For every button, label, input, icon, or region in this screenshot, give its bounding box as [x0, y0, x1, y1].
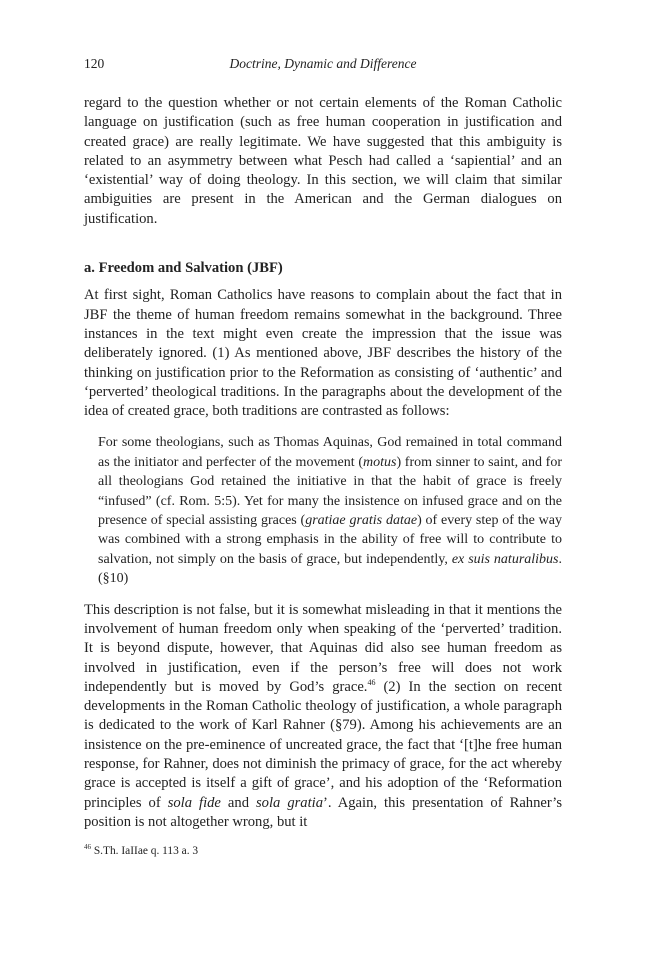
paragraph-3 — [84, 601, 562, 833]
paragraph-1: regard to the question whether or not certain elements of the Roman Catholic language on justification (such as free human cooperation in justification and created grace) are really legitimate. We have suggested that this ambiguity is related to an asymmetry between what Pesch had called a ‘sapiential’ and an ‘existential’ way of doing theology. In this section, we will claim that similar ambiguities are present in the American and the German dialogues on justification. — [84, 95, 562, 227]
running-head: Doctrine, Dynamic and Difference — [229, 56, 417, 71]
footnote-reference[interactable]: 46 — [367, 678, 376, 688]
paragraph-2: At first sight, Roman Catholics have reasons to complain about the fact that in JBF the theme of human freedom remains somewhat in the background. Three instances in the text might even create the impression that the issue was deliberately ignored. (1) As mentioned above, JBF describes the history of the thinking on justification prior to the Reformation as consisting of ‘authentic’ and ‘perverted’ theological traditions. In the paragraphs about the development of the idea of created grace, both traditions are contrasted as follows: — [84, 287, 562, 420]
footnote-number: 46 — [84, 843, 91, 852]
section-heading: a. Freedom and Salvation (JBF) — [84, 260, 283, 277]
footnote-text: S.Th. IaIIae q. 113 a. 3 — [91, 845, 199, 858]
quote-italic-motus: motus — [363, 454, 397, 470]
quote-italic-naturalibus: ex suis naturalibus — [451, 551, 559, 567]
italic-sola-fide: sola fide — [167, 794, 221, 811]
footnote — [84, 844, 562, 859]
page-header — [84, 56, 562, 78]
quote-text: . (§10) — [98, 551, 562, 587]
block-quote — [98, 433, 562, 588]
quote-text: ) from sinner to saint, and for all theologians God retained the initiative in that the habit of grace is freely “infused” (cf. Rom. 5:5). Yet for many the insistence on infused grace and on the presence of special assisting graces ( — [98, 454, 562, 529]
paragraph-text: and — [220, 794, 256, 811]
page-number: 120 — [84, 56, 105, 71]
quote-italic-gratiae: gratiae gratis datae — [305, 513, 418, 529]
quote-text: For some theologians, such as Thomas Aquinas, God remained in total command as the initiator and perfecter of the movement ( — [98, 435, 562, 470]
italic-sola-gratia: sola gratia — [256, 794, 324, 811]
paragraph-text: (2) In the section on recent developments in the Roman Catholic theology of justification, a whole paragraph is dedicated to the work of Karl Rahner (§79). Among his achievements are an insistence on the pre-eminence of uncreated grace, the fact that ‘[t]he free human response, for Rahner, does not diminish the primacy of grace, for the act whereby grace is accepted is itself a gift of grace’, and his adoption of the ‘Reformation principles of — [84, 678, 562, 811]
page — [84, 56, 562, 859]
paragraph-text: ’. Again, this presentation of Rahner’s position is not altogether wrong, but it — [84, 794, 562, 830]
paragraph-text: This description is not false, but it is somewhat misleading in that it mentions the involvement of human freedom only when speaking of the ‘perverted’ tradition. It is beyond dispute, however, that Aquinas did also see human freedom as involved in justification, even if the person’s free will does not work independently but is moved by God’s grace. — [84, 601, 562, 695]
quote-text: ) of every step of the way was combined with a strong emphasis in the ability of free will to contribute to salvation, not simply on the basis of grace, but independently, — [98, 513, 562, 567]
